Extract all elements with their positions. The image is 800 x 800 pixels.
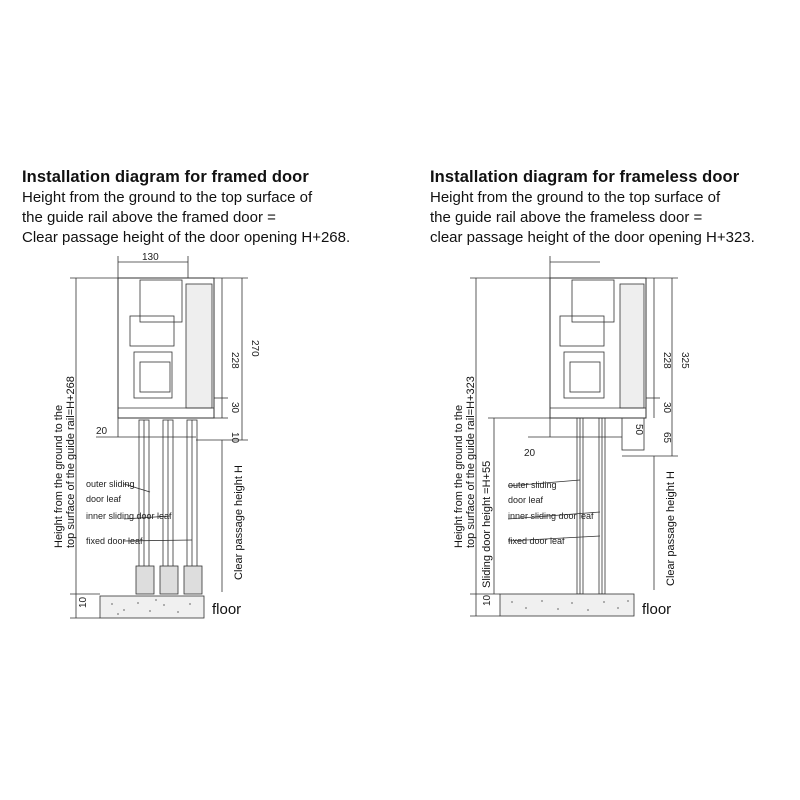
dim-20: 20 (524, 448, 536, 459)
dim-65: 65 (661, 432, 672, 444)
label-inner: inner sliding door leaf (508, 511, 594, 521)
vertical-text-1: Height from the ground to the (53, 404, 65, 548)
vertical-text-2: top surface of the guide rail=H+268 (65, 376, 77, 548)
vertical-text-2: top surface of the guide rail=H+323 (465, 376, 477, 548)
frameless-door-panel (400, 0, 800, 800)
frameless-desc-line-2: the guide rail above the frameless door = (430, 209, 703, 226)
label-inner: inner sliding door leaf (86, 511, 172, 521)
floor-label: floor (642, 601, 672, 618)
dim-10-floor: 10 (482, 594, 493, 606)
dim-228: 228 (661, 352, 672, 369)
clear-passage-text: Clear passage height H (665, 471, 677, 586)
clear-passage-text: Clear passage height H (233, 465, 245, 580)
frameless-drawing (400, 0, 800, 800)
framed-desc-line-3: Clear passage height of the door opening H+268. (22, 229, 351, 246)
label-fixed: fixed door leaf (86, 536, 143, 546)
label-outer-1: outer sliding (508, 480, 557, 490)
sliding-door-height-text: Sliding door height =H+55 (481, 460, 493, 588)
dim-130: 130 (142, 252, 159, 263)
vertical-text-1: Height from the ground to the (453, 404, 465, 548)
framed-desc-line-2: the guide rail above the framed door = (22, 209, 276, 226)
label-outer-1: outer sliding (86, 479, 135, 489)
frameless-title: Installation diagram for frameless door (430, 168, 740, 186)
frameless-desc-line-3: clear passage height of the door opening H+323. (430, 229, 755, 246)
dim-270: 270 (249, 340, 260, 357)
framed-desc-line-1: Height from the ground to the top surface of (22, 189, 313, 206)
dim-30: 30 (229, 402, 240, 414)
dim-325: 325 (679, 352, 690, 369)
frameless-desc-line-1: Height from the ground to the top surface of (430, 189, 721, 206)
dim-10-floor: 10 (78, 596, 89, 608)
label-outer-2: door leaf (508, 495, 544, 505)
dim-228: 228 (229, 352, 240, 369)
floor-label: floor (212, 601, 242, 618)
label-fixed: fixed door leaf (508, 536, 565, 546)
label-outer-2: door leaf (86, 494, 122, 504)
dim-50: 50 (633, 424, 644, 436)
dim-10: 10 (229, 432, 240, 444)
framed-title: Installation diagram for framed door (22, 168, 309, 186)
dim-20: 20 (96, 426, 108, 437)
dim-30: 30 (661, 402, 672, 414)
